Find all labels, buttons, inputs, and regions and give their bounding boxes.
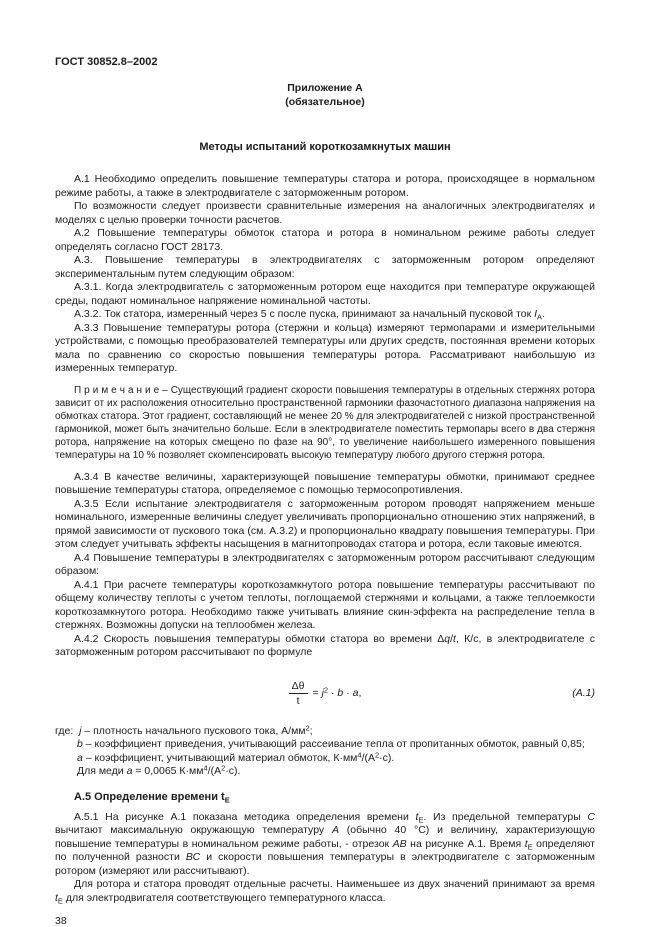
paragraph-a1: А.1 Необходимо определить повышение температуры статора и ротора, происходящее в нормальном режиме работы, а также в электродвигателе с заторможенным ротором. <box>55 173 595 199</box>
paragraph-a2: А.2 Повышение температуры обмоток статора и ротора в номинальном режиме работы следует определять согласно ГОСТ 28173. <box>55 227 595 253</box>
appendix-label: Приложение А <box>287 82 363 94</box>
paragraph-a3-3: А.3.3 Повышение температуры ротора (стержни и кольца) измеряют термопарами и измерительными устройствами, с помощью преобразователей температуры или других средств, постоянная времени которых мала по сравнению со скоростью повышения температуры ротора. Рассматривают наибольшую из измеренных температур. <box>55 321 595 374</box>
where-intro: где: <box>55 724 74 737</box>
appendix-note: (обязательное) <box>285 95 365 108</box>
formula-numerator: Δθ <box>289 680 308 694</box>
paragraph-a4-1: А.4.1 При расчете температуры короткозамкнутого ротора повышение температуры рассчитывают по общему количеству теплоты с учетом теплоты, поглощаемой стержнями и кольцами, а также теплоемкости короткозамкнутого ротора. Необходимо также учитывать влияние скин-эффекта на распределение тепла в стержнях. Возможны допуски на теплообмен железа. <box>55 578 595 631</box>
formula-fraction <box>289 680 308 707</box>
standard-code: ГОСТ 30852.8–2002 <box>55 56 158 68</box>
where-line-a: a – коэффициент, учитывающий материал обмоток, $К\cdot мм^4/(А^2\cdot с)$. <box>77 750 395 764</box>
paragraph-a3-2: А.3.2. Ток статора, измеренный через 5 с после пуска, принимают за начальный пусковой ток $I_А$. <box>74 308 545 322</box>
page-number: 38 <box>55 915 67 927</box>
paragraph-a3-5: А.3.5 Если испытание электродвигателя с заторможенным ротором проводят напряжением меньше номинального, измеренные величины следует увеличивать пропорционально отношению этих напряжений, в прямой зависимости от пускового тока (см. А.3.2) и пропорционально квадрату повышения температуры. При этом следует учитывать эффекты насыщения в магнитопроводах статора и ротора, если таковые имеются. <box>55 497 595 550</box>
where-line-copper: Для меди a = 0,0065 $К\cdot мм^4/(А^2\cdot с)$. <box>77 763 241 777</box>
note-paragraph: П р и м е ч а н и е – Существующий градиент скорости повышения температуры в отдельных стержнях ротора зависит от их расположения относительно пространственной гармоники фазочастотного диапазона напряжения на обмотках статора. Этот градиент, составляющий не менее 20 % для электродвигателей с низкой пространственной гармоникой, может быть значительно больше. Если в электродвигателе поместить термопары всего в два стержня ротора, напряжение на которых смещено по фазе на 90°, то увеличение наибольшего измеренного повышения температуры на 10 % позволяет скомпенсировать высокую температуру любого другого стержня ротора. <box>55 384 595 461</box>
formula-a1 <box>55 680 595 707</box>
paragraph-a4-2: А.4.2 Скорость повышения температуры обмотки статора во времени Δq/t, К/с, в электродвигателе с заторможенным ротором рассчитывают по формуле <box>55 632 596 658</box>
formula-number: (А.1) <box>572 687 596 699</box>
formula-rhs: = $j^2 \cdot b \cdot a$, <box>312 685 362 699</box>
where-list <box>55 725 595 779</box>
document-title: Методы испытаний короткозамкнутых машин <box>199 141 451 153</box>
paragraph-a3-4: А.3.4 В качестве величины, характеризующей повышение температуры обмотки, принимают среднее повышение температуры статора, определяемое с помощью термосопротивления. <box>55 470 595 496</box>
paragraph-a1-cont: По возможности следует произвести сравнительные измерения на аналогичных электродвигателях и моделях с целью проверки точности расчетов. <box>55 200 595 226</box>
paragraph-a5-1-cont: Для ротора и статора проводят отдельные расчеты. Наименьшее из двух значений принимают за время $t_Е$ для электродвигателя соответствующего температурного класса. <box>55 878 595 905</box>
formula-expression <box>289 680 362 707</box>
section-heading-a5: А.5 Определение времени $t_Е$ <box>74 790 230 804</box>
paragraph-a4: А.4 Повышение температуры в электродвигателях с заторможенным ротором рассчитывают следующим образом: <box>55 551 595 577</box>
paragraph-a5-1: А.5.1 На рисунке А.1 показана методика определения времени $t_Е$. Из предельной температуры С вычитают максимальную окружающую температуру А (обычно 40 °С) и величину, характеризующую повышение температуры в номинальном режиме работы, - отрезок АВ на рисунке А.1. Время $t_Е$ определяют по полученной разности ВС и скорости повышения температуры в электродвигателе с заторможенным ротором (измеряют или рассчитывают). <box>55 810 595 877</box>
where-line-j <box>55 725 595 739</box>
paragraph-a3: А.3. Повышение температуры в электродвигателях с заторможенным ротором определяют экспериментальным путем следующим образом: <box>55 254 595 280</box>
formula-denominator: t <box>296 694 300 707</box>
paragraph-a3-1: А.3.1. Когда электродвигатель с заторможенным ротором еще находится при температуре окружающей среды, подают номинальное напряжение номинальной частоты. <box>55 281 595 307</box>
where-def-j: j – плотность начального пускового тока, $А/мм^2$; <box>79 723 313 737</box>
where-line-b: b – коэффициент приведения, учитывающий рассеивание тепла от пропитанных обмоток, равный 0,85; <box>77 738 585 750</box>
